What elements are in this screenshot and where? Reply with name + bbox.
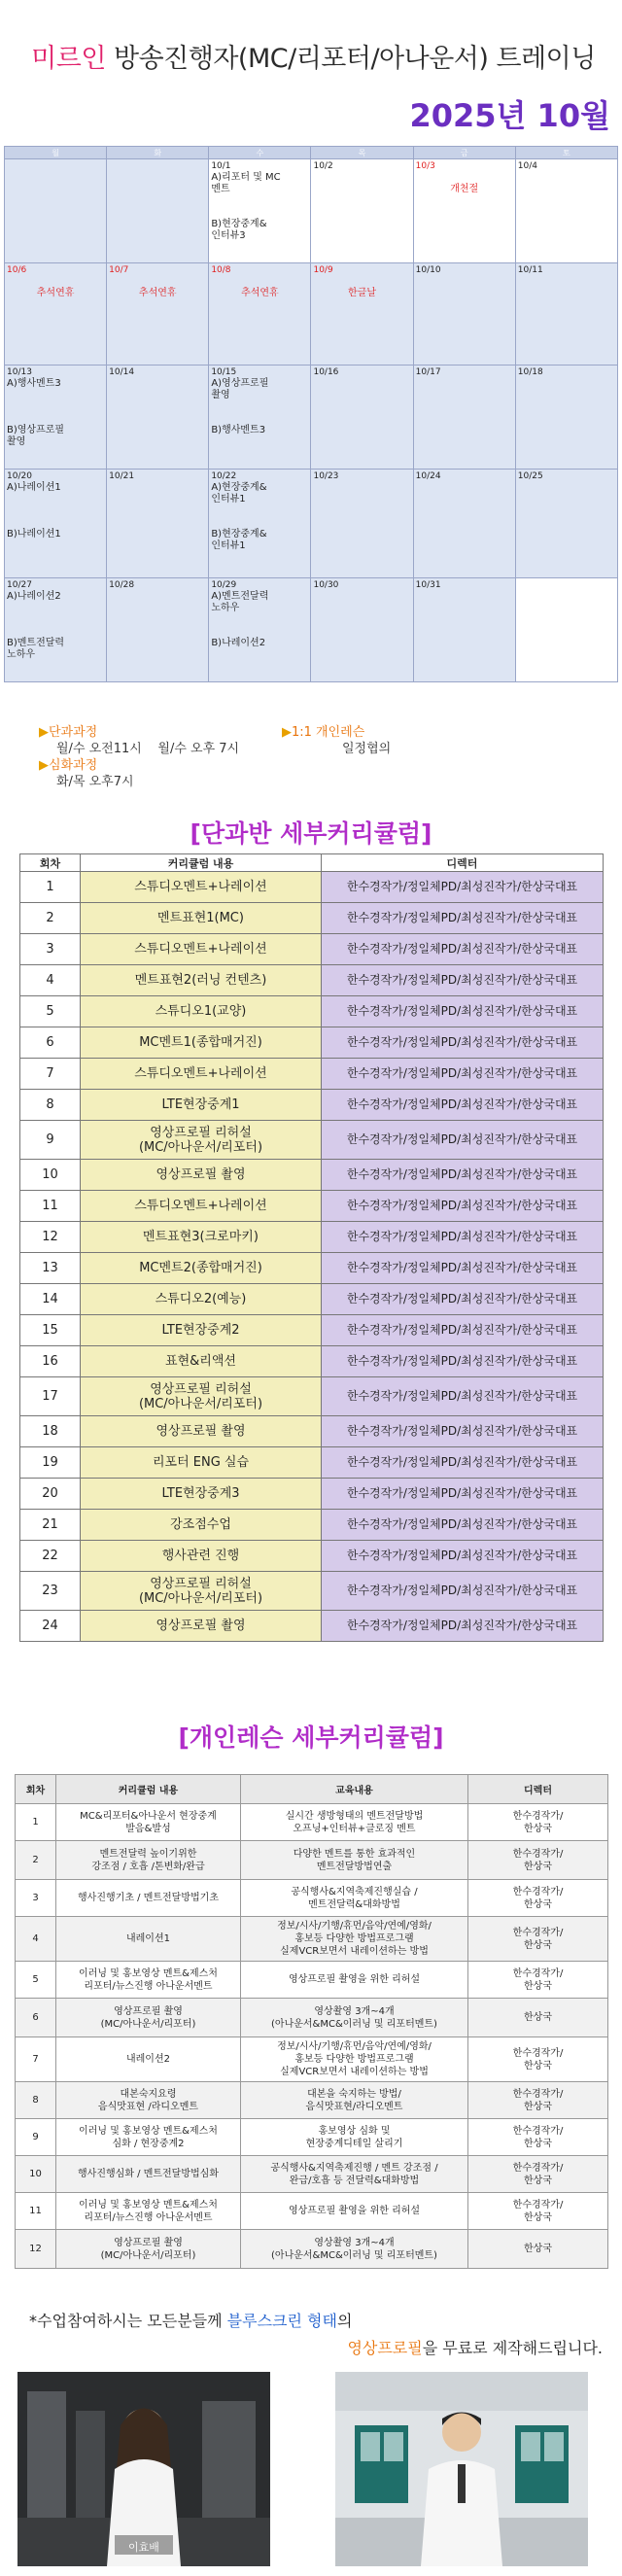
director-names: 한수경작가/정일체PD/최성진작가/한상국대표	[322, 903, 604, 934]
table-row	[20, 1191, 604, 1222]
day-number: 10/31	[415, 580, 441, 590]
session-number: 17	[20, 1377, 81, 1416]
session-number: 2	[16, 1841, 56, 1880]
calendar-day-cell	[5, 263, 107, 366]
curriculum-content: LTE현장중계2	[81, 1315, 322, 1346]
session-number: 11	[16, 2193, 56, 2230]
session-number: 12	[16, 2230, 56, 2269]
calendar-day-cell	[413, 263, 515, 366]
table-row	[20, 996, 604, 1027]
photo-caption: 이효배	[128, 2541, 159, 2554]
calendar-day-cell	[413, 578, 515, 682]
holiday-label: 추석연휴	[138, 288, 177, 298]
weekday-header: 수	[209, 147, 311, 159]
day-number: 10/25	[517, 471, 543, 481]
triangle-icon: ▶	[39, 725, 49, 740]
director-names: 한수경작가/ 한상국	[468, 1917, 608, 1962]
table-row	[20, 1160, 604, 1191]
table-row	[16, 1880, 608, 1917]
curriculum-content: 행사진행심화 / 멘트전달방법심화	[56, 2156, 241, 2193]
calendar-day-cell	[311, 263, 413, 366]
column-header: 디렉터	[322, 854, 604, 872]
curriculum-content: MC멘트2(종합매거진)	[81, 1253, 322, 1284]
profile-photo-female	[17, 2372, 270, 2566]
weekday-header: 토	[515, 147, 617, 159]
curriculum-content: 멘트전달력 높이기위한 강조점 / 호흡 /톤변화/완급	[56, 1841, 241, 1880]
director-names: 한수경작가/정일체PD/최성진작가/한상국대표	[322, 1541, 604, 1572]
day-number: 10/13	[7, 367, 32, 377]
curriculum-content: 영상프로필 촬영	[81, 1416, 322, 1447]
day-number: 10/23	[313, 471, 339, 481]
calendar-week-row	[5, 263, 618, 366]
calendar	[4, 146, 618, 682]
curriculum-content: 영상프로필 촬영	[81, 1611, 322, 1642]
curriculum-content: 리포터 ENG 실습	[81, 1447, 322, 1479]
lesson-content: 영상프로필 촬영을 위한 리허설	[241, 1962, 468, 1999]
curriculum-content: 이러닝 및 홍보영상 멘트&제스처 심화 / 현장중계2	[56, 2119, 241, 2156]
session-number: 14	[20, 1284, 81, 1315]
table-row	[16, 2156, 608, 2193]
class-schedule-text: A)현장중계& 인터뷰1 B)현장중계& 인터뷰1	[211, 482, 267, 551]
curriculum-content: LTE현장중계3	[81, 1479, 322, 1510]
director-names: 한수경작가/정일체PD/최성진작가/한상국대표	[322, 1447, 604, 1479]
day-number: 10/22	[211, 471, 237, 481]
curriculum-content: 이러닝 및 홍보영상 멘트&제스처 리포터/뉴스진행 아나운서멘트	[56, 2193, 241, 2230]
class-schedule-text: A)멘트전달력 노하우 B)나레이션2	[211, 591, 269, 648]
director-names: 한수경작가/정일체PD/최성진작가/한상국대표	[322, 1572, 604, 1611]
calendar-weekday-row	[5, 147, 618, 159]
class-schedule-text: A)영상프로필 촬영 B)행사멘트3	[211, 378, 269, 435]
session-number: 15	[20, 1315, 81, 1346]
session-number: 4	[16, 1917, 56, 1962]
session-number: 7	[20, 1059, 81, 1090]
curriculum-content: 스튜디오멘트+나레이션	[81, 1059, 322, 1090]
triangle-icon: ▶	[282, 725, 292, 740]
director-names: 한수경작가/정일체PD/최성진작가/한상국대표	[322, 1346, 604, 1377]
short-course-curriculum-table	[19, 853, 604, 1642]
session-number: 2	[20, 903, 81, 934]
session-number: 1	[16, 1804, 56, 1841]
profile-video-note	[19, 2308, 612, 2362]
day-number: 10/8	[211, 265, 231, 275]
curriculum-content: 스튜디오2(예능)	[81, 1284, 322, 1315]
director-names: 한상국	[468, 1999, 608, 2037]
session-number: 9	[20, 1121, 81, 1160]
director-names: 한수경작가/정일체PD/최성진작가/한상국대표	[322, 1253, 604, 1284]
table-row	[20, 1222, 604, 1253]
session-number: 1	[20, 872, 81, 903]
table-header-row	[16, 1775, 608, 1804]
calendar-week-row	[5, 366, 618, 470]
day-number: 10/6	[7, 265, 27, 275]
calendar-week-row	[5, 159, 618, 263]
day-number: 10/15	[211, 367, 237, 377]
day-number: 10/21	[109, 471, 135, 481]
session-number: 9	[16, 2119, 56, 2156]
table-row	[20, 1059, 604, 1090]
curriculum-content: 이러닝 및 홍보영상 멘트&제스처 리포터/뉴스진행 아나운서멘트	[56, 1962, 241, 1999]
director-names: 한수경작가/ 한상국	[468, 1962, 608, 1999]
table-row	[20, 1027, 604, 1059]
column-header: 커리큘럼 내용	[56, 1775, 241, 1804]
table-row	[16, 2082, 608, 2119]
deep-course-label: 심화과정	[49, 758, 98, 773]
session-number: 24	[20, 1611, 81, 1642]
day-number: 10/3	[415, 161, 435, 171]
table-row	[20, 965, 604, 996]
director-names: 한수경작가/ 한상국	[468, 1841, 608, 1880]
class-schedule-text: A)나레이션2 B)멘트전달력 노하우	[7, 591, 65, 660]
note-highlight-blue: 블루스크린 형태	[226, 2312, 337, 2330]
director-names: 한수경작가/정일체PD/최성진작가/한상국대표	[322, 1090, 604, 1121]
calendar-day-cell	[5, 366, 107, 470]
curriculum-content: 스튜디오멘트+나레이션	[81, 1191, 322, 1222]
calendar-day-cell	[107, 470, 209, 578]
private-lesson-curriculum-title: [개인레슨 세부커리큘럼]	[178, 1723, 444, 1752]
session-number: 10	[20, 1160, 81, 1191]
note-text: 의	[336, 2312, 353, 2330]
table-row	[16, 1917, 608, 1962]
table-row	[20, 1572, 604, 1611]
lesson-content: 실시간 생방형태의 멘트전달방법 오프닝+인터뷰+클로징 멘트	[241, 1804, 468, 1841]
column-header: 디렉터	[468, 1775, 608, 1804]
table-row	[16, 2119, 608, 2156]
calendar-day-cell	[209, 578, 311, 682]
table-row	[20, 1377, 604, 1416]
short-course-time-2: 월/수 오후 7시	[157, 742, 240, 756]
day-number: 10/10	[415, 265, 441, 275]
lesson-content: 공식행사&지역축제진행 / 멘트 강조점 / 완급/호흡 등 전달력&대화방법	[241, 2156, 468, 2193]
lesson-content: 정보/시사/기행/휴먼/음악/연예/영화/ 홍보등 다양한 방법프로그램 실제VCR보면서 내레이션하는 방법	[241, 1917, 468, 1962]
curriculum-content: 대본숙지요령 음식맛표현 /라디오멘트	[56, 2082, 241, 2119]
lesson-content: 공식행사&지역축제진행실습 / 멘트전달력&대화방법	[241, 1880, 468, 1917]
table-row	[16, 2230, 608, 2269]
director-names: 한수경작가/ 한상국	[468, 2119, 608, 2156]
calendar-day-cell	[515, 470, 617, 578]
curriculum-content: 내레이션1	[56, 1917, 241, 1962]
table-row	[20, 1121, 604, 1160]
calendar-day-cell	[413, 159, 515, 263]
weekday-header: 목	[311, 147, 413, 159]
director-names: 한수경작가/정일체PD/최성진작가/한상국대표	[322, 1611, 604, 1642]
day-number: 10/30	[313, 580, 339, 590]
calendar-day-cell	[311, 578, 413, 682]
lesson-content: 정보/시사/기행/휴먼/음악/연예/영화/ 홍보등 다양한 방법프로그램 실제VCR보면서 내레이션하는 방법	[241, 2037, 468, 2082]
director-names: 한수경작가/정일체PD/최성진작가/한상국대표	[322, 996, 604, 1027]
curriculum-content: 스튜디오멘트+나레이션	[81, 872, 322, 903]
day-number: 10/7	[109, 265, 129, 275]
calendar-day-cell	[5, 470, 107, 578]
director-names: 한수경작가/ 한상국	[468, 2037, 608, 2082]
short-course-label: 단과과정	[49, 725, 98, 740]
curriculum-content: 멘트표현1(MC)	[81, 903, 322, 934]
calendar-day-cell	[5, 159, 107, 263]
director-names: 한수경작가/정일체PD/최성진작가/한상국대표	[322, 1191, 604, 1222]
curriculum-content: LTE현장중계1	[81, 1090, 322, 1121]
calendar-day-cell	[413, 366, 515, 470]
director-names: 한수경작가/정일체PD/최성진작가/한상국대표	[322, 934, 604, 965]
curriculum-content: MC멘트1(종합매거진)	[81, 1027, 322, 1059]
curriculum-content: 스튜디오1(교양)	[81, 996, 322, 1027]
director-names: 한수경작가/정일체PD/최성진작가/한상국대표	[322, 1479, 604, 1510]
curriculum-content: 멘트표현2(러닝 컨텐츠)	[81, 965, 322, 996]
column-header: 커리큘럼 내용	[81, 854, 322, 872]
table-row	[20, 1284, 604, 1315]
session-number: 13	[20, 1253, 81, 1284]
brand-name: 미르인	[31, 44, 106, 74]
table-row	[20, 1479, 604, 1510]
session-number: 5	[20, 996, 81, 1027]
curriculum-content: 스튜디오멘트+나레이션	[81, 934, 322, 965]
director-names: 한수경작가/정일체PD/최성진작가/한상국대표	[322, 1377, 604, 1416]
director-names: 한수경작가/정일체PD/최성진작가/한상국대표	[322, 1027, 604, 1059]
session-number: 4	[20, 965, 81, 996]
director-names: 한수경작가/정일체PD/최성진작가/한상국대표	[322, 872, 604, 903]
table-row	[20, 1090, 604, 1121]
note-text: *수업참여하시는 모든분들께	[29, 2312, 227, 2330]
session-number: 3	[16, 1880, 56, 1917]
day-number: 10/18	[517, 367, 543, 377]
director-names: 한수경작가/정일체PD/최성진작가/한상국대표	[322, 1160, 604, 1191]
session-number: 5	[16, 1962, 56, 1999]
director-names: 한수경작가/정일체PD/최성진작가/한상국대표	[322, 965, 604, 996]
day-number: 10/28	[109, 580, 135, 590]
director-names: 한수경작가/정일체PD/최성진작가/한상국대표	[322, 1315, 604, 1346]
holiday-label: 한글날	[348, 288, 377, 298]
director-names: 한수경작가/ 한상국	[468, 2193, 608, 2230]
curriculum-content: 행사관련 진행	[81, 1541, 322, 1572]
deep-course-time: 화/목 오후7시	[56, 775, 134, 789]
holiday-label: 추석연휴	[36, 288, 75, 298]
curriculum-content: 영상프로필 리허설 (MC/아나운서/리포터)	[81, 1377, 322, 1416]
calendar-day-cell	[209, 470, 311, 578]
curriculum-content: 영상프로필 촬영 (MC/아나운서/리포터)	[56, 1999, 241, 2037]
curriculum-content: 영상프로필 리허설 (MC/아나운서/리포터)	[81, 1572, 322, 1611]
page-title	[19, 37, 607, 75]
profile-photo-male	[335, 2372, 588, 2566]
curriculum-content: 영상프로필 리허설 (MC/아나운서/리포터)	[81, 1121, 322, 1160]
table-row	[20, 1611, 604, 1642]
short-course-curriculum-title: [단과반 세부커리큘럼]	[190, 819, 432, 848]
table-header-row	[20, 854, 604, 872]
month-label: 2025년 10월	[409, 97, 610, 134]
day-number: 10/29	[211, 580, 237, 590]
director-names: 한수경작가/ 한상국	[468, 1880, 608, 1917]
calendar-day-cell	[515, 578, 617, 682]
day-number: 10/4	[517, 161, 537, 171]
session-number: 21	[20, 1510, 81, 1541]
day-number: 10/2	[313, 161, 333, 171]
calendar-day-cell	[311, 470, 413, 578]
class-schedule-text: A)나레이션1 B)나레이션1	[7, 482, 61, 540]
calendar-day-cell	[209, 159, 311, 263]
calendar-day-cell	[209, 366, 311, 470]
table-row	[16, 2193, 608, 2230]
session-number: 11	[20, 1191, 81, 1222]
director-names: 한수경작가/정일체PD/최성진작가/한상국대표	[322, 1416, 604, 1447]
session-number: 6	[20, 1027, 81, 1059]
lesson-content: 영상촬영 3개~4개 (아나운서&MC&이러닝 및 리포터멘트)	[241, 1999, 468, 2037]
calendar-week-row	[5, 470, 618, 578]
calendar-day-cell	[107, 366, 209, 470]
column-header: 회차	[16, 1775, 56, 1804]
triangle-icon: ▶	[39, 758, 49, 773]
private-lesson-label: 1:1 개인레슨	[292, 725, 365, 740]
table-row	[16, 1804, 608, 1841]
table-row	[20, 903, 604, 934]
day-number: 10/9	[313, 265, 333, 275]
table-row	[20, 1346, 604, 1377]
curriculum-content: MC&리포터&아나운서 현장중계 발음&발성	[56, 1804, 241, 1841]
day-number: 10/14	[109, 367, 135, 377]
curriculum-content: 강조점수업	[81, 1510, 322, 1541]
director-names: 한수경작가/ 한상국	[468, 2156, 608, 2193]
director-names: 한수경작가/ 한상국	[468, 1804, 608, 1841]
lesson-content: 홍보영상 심화 및 현장중계디테일 살리기	[241, 2119, 468, 2156]
weekday-header: 월	[5, 147, 107, 159]
session-number: 8	[20, 1090, 81, 1121]
day-number: 10/24	[415, 471, 441, 481]
course-legend	[39, 724, 583, 812]
title-text: 방송진행자(MC/리포터/아나운서) 트레이닝	[105, 44, 596, 74]
session-number: 10	[16, 2156, 56, 2193]
session-number: 22	[20, 1541, 81, 1572]
table-row	[16, 1841, 608, 1880]
table-row	[20, 1541, 604, 1572]
table-row	[20, 1447, 604, 1479]
weekday-header: 금	[413, 147, 515, 159]
lesson-content: 영상프로필 촬영을 위한 리허설	[241, 2193, 468, 2230]
calendar-day-cell	[311, 366, 413, 470]
lesson-content: 영상촬영 3개~4개 (아나운서&MC&이러닝 및 리포터멘트)	[241, 2230, 468, 2269]
day-number: 10/16	[313, 367, 339, 377]
table-row	[20, 1253, 604, 1284]
lesson-content: 다양한 멘트를 통한 효과적인 멘트전달방법연출	[241, 1841, 468, 1880]
calendar-day-cell	[515, 159, 617, 263]
table-row	[20, 1416, 604, 1447]
header	[0, 0, 622, 146]
note-text: 을 무료로 제작해드립니다.	[422, 2339, 603, 2357]
director-names: 한수경작가/정일체PD/최성진작가/한상국대표	[322, 1510, 604, 1541]
session-number: 23	[20, 1572, 81, 1611]
session-number: 8	[16, 2082, 56, 2119]
director-names: 한수경작가/정일체PD/최성진작가/한상국대표	[322, 1222, 604, 1253]
director-names: 한상국	[468, 2230, 608, 2269]
session-number: 18	[20, 1416, 81, 1447]
session-number: 6	[16, 1999, 56, 2037]
table-row	[20, 1510, 604, 1541]
session-number: 7	[16, 2037, 56, 2082]
director-names: 한수경작가/정일체PD/최성진작가/한상국대표	[322, 1121, 604, 1160]
table-row	[16, 2037, 608, 2082]
director-names: 한수경작가/정일체PD/최성진작가/한상국대표	[322, 1284, 604, 1315]
curriculum-content: 표현&리액션	[81, 1346, 322, 1377]
column-header: 회차	[20, 854, 81, 872]
calendar-day-cell	[515, 366, 617, 470]
table-row	[16, 1962, 608, 1999]
lesson-content: 대본을 숙지하는 방법/ 음식맛표현/라디오멘트	[241, 2082, 468, 2119]
calendar-day-cell	[107, 578, 209, 682]
holiday-label: 개천절	[450, 184, 479, 194]
short-course-time-1: 월/수 오전11시	[56, 742, 142, 756]
weekday-header: 화	[107, 147, 209, 159]
calendar-week-row	[5, 578, 618, 682]
session-number: 20	[20, 1479, 81, 1510]
day-number: 10/20	[7, 471, 32, 481]
table-row	[20, 1315, 604, 1346]
private-lesson-time: 일정협의	[342, 742, 392, 756]
calendar-day-cell	[107, 159, 209, 263]
day-number: 10/1	[211, 161, 231, 171]
table-row	[20, 934, 604, 965]
director-names: 한수경작가/ 한상국	[468, 2082, 608, 2119]
day-number: 10/11	[517, 265, 543, 275]
calendar-day-cell	[515, 263, 617, 366]
session-number: 12	[20, 1222, 81, 1253]
table-row	[20, 872, 604, 903]
column-header: 교육내용	[241, 1775, 468, 1804]
note-highlight-orange: 영상프로필	[347, 2339, 423, 2357]
private-lesson-curriculum-table	[15, 1774, 608, 2269]
curriculum-content: 내레이션2	[56, 2037, 241, 2082]
day-number: 10/17	[415, 367, 441, 377]
calendar-day-cell	[5, 578, 107, 682]
class-schedule-text: A)리포터 및 MC 멘트 B)현장중계& 인터뷰3	[211, 172, 281, 241]
session-number: 3	[20, 934, 81, 965]
class-schedule-text: A)행사멘트3 B)영상프로필 촬영	[7, 378, 65, 447]
session-number: 19	[20, 1447, 81, 1479]
calendar-day-cell	[107, 263, 209, 366]
table-row	[16, 1999, 608, 2037]
curriculum-content: 영상프로필 촬영 (MC/아나운서/리포터)	[56, 2230, 241, 2269]
curriculum-content: 행사진행기초 / 멘트전달방법기초	[56, 1880, 241, 1917]
calendar-day-cell	[311, 159, 413, 263]
holiday-label: 추석연휴	[241, 288, 279, 298]
calendar-day-cell	[209, 263, 311, 366]
curriculum-content: 멘트표현3(크로마키)	[81, 1222, 322, 1253]
curriculum-content: 영상프로필 촬영	[81, 1160, 322, 1191]
day-number: 10/27	[7, 580, 32, 590]
calendar-day-cell	[413, 470, 515, 578]
session-number: 16	[20, 1346, 81, 1377]
director-names: 한수경작가/정일체PD/최성진작가/한상국대표	[322, 1059, 604, 1090]
